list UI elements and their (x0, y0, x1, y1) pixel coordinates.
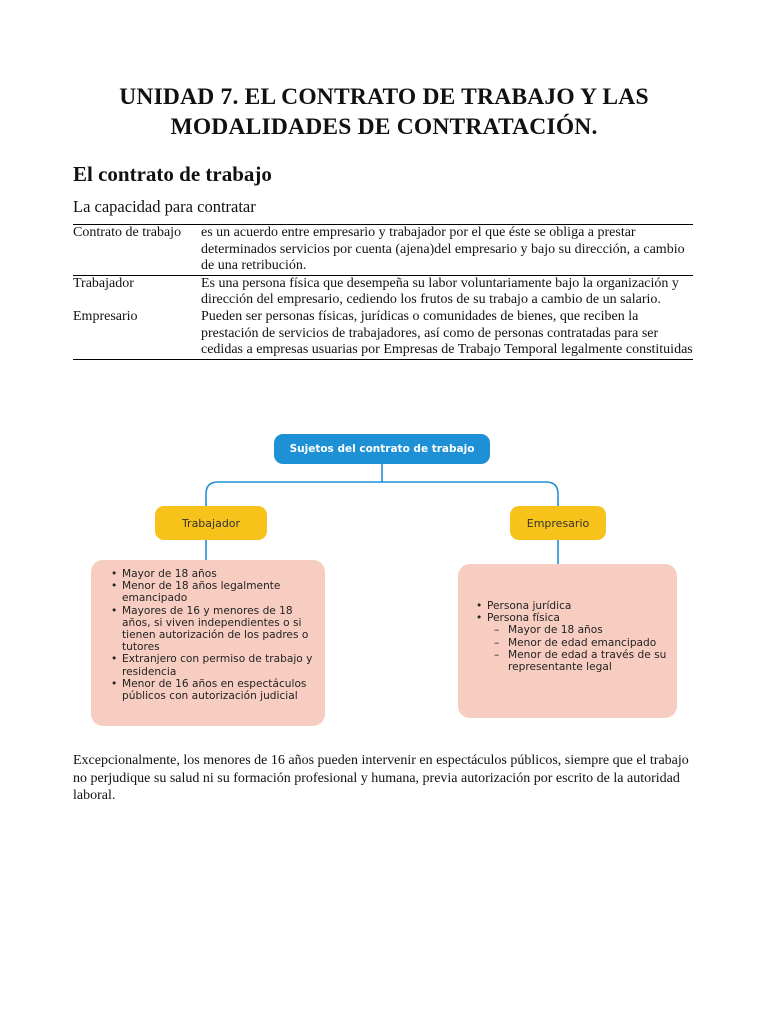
list-item: • Persona física (472, 612, 669, 624)
list-item: • Mayores de 16 y menores de 18 años, si viven independientes o si tienen autorización de los padres o tutores (107, 605, 317, 654)
empresario-panel (458, 564, 677, 718)
trabajador-panel (91, 560, 325, 726)
page-title-line-1: UNIDAD 7. EL CONTRATO DE TRABAJO Y LAS (119, 84, 649, 110)
list-item: • Menor de 18 años legalmente emancipado (107, 580, 317, 604)
definition-row (73, 275, 693, 309)
definition-text: Pueden ser personas físicas, jurídicas o comunidades de bienes, que reciben la prestación de servicios de trabajadores, así como de personas contratadas para ser cedidas a empresas usuarias por Empresas de Trabajo Temporal legalmente constituidas (201, 308, 693, 358)
subsection-title: La capacidad para contratar (73, 197, 256, 216)
definitions-table (73, 224, 693, 360)
definition-text: Es una persona física que desempeña su labor voluntariamente bajo la organización y dirección del empresario, cediendo los frutos de su trabajo a cambio de un salario. (201, 275, 679, 308)
list-subitem: – Menor de edad emancipado (472, 637, 669, 649)
list-subitem: – Mayor de 18 años (472, 624, 669, 636)
section-title: El contrato de trabajo (73, 162, 272, 186)
connector-left (206, 482, 558, 506)
definition-row (73, 225, 693, 276)
closing-paragraph: Excepcionalmente, los menores de 16 años pueden intervenir en espectáculos públicos, siempre que el trabajo no perjudique su salud ni su formación profesional y humana, previa autorización por escrito de la autoridad laboral. (73, 753, 689, 803)
subjects-diagram (0, 420, 768, 740)
definition-term: Trabajador (73, 275, 134, 291)
root-node: Sujetos del contrato de trabajo (274, 434, 490, 464)
list-item: • Extranjero con permiso de trabajo y residencia (107, 653, 317, 677)
empresario-node: Empresario (510, 506, 606, 540)
page-title-line-2: MODALIDADES DE CONTRATACIÓN. (170, 114, 598, 140)
list-item: • Mayor de 18 años (107, 568, 317, 580)
definition-term: Empresario (73, 308, 138, 324)
list-subitem: – Menor de edad a través de su representante legal (472, 649, 669, 673)
list-item: • Menor de 16 años en espectáculos públicos con autorización judicial (107, 678, 317, 702)
definition-term: Contrato de trabajo (73, 225, 201, 276)
trabajador-node: Trabajador (155, 506, 267, 540)
empresario-list (472, 600, 669, 673)
page-title (60, 82, 708, 142)
definition-row (73, 309, 693, 359)
definition-text: es un acuerdo entre empresario y trabajador por el que éste se obliga a prestar determinados servicios por cuenta (ajena)del empresario y bajo su dirección, a cambio de una retribución. (201, 225, 693, 276)
list-item: • Persona jurídica (472, 600, 669, 612)
trabajador-list (107, 568, 317, 702)
